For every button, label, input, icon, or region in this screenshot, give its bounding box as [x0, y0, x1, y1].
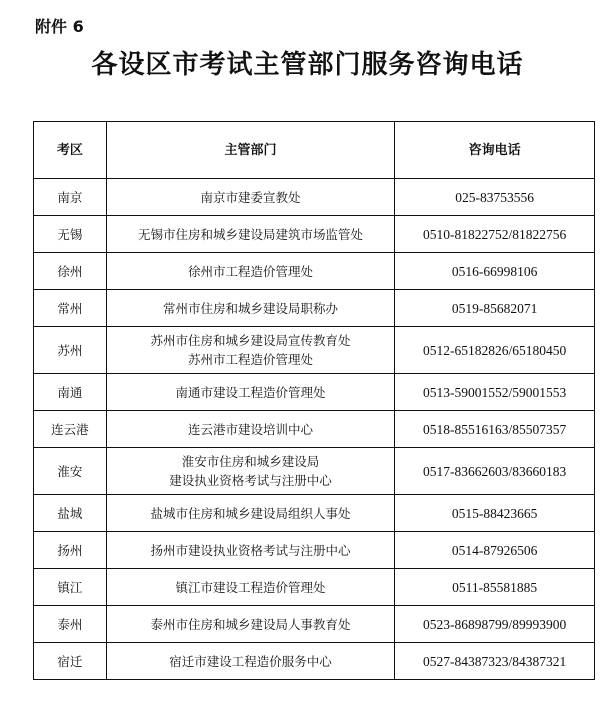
area-cell: 苏州: [34, 327, 107, 374]
department-cell: [106, 643, 394, 680]
department-line: 盐城市住房和城乡建设局组织人事处: [150, 505, 351, 521]
contact-table: [33, 121, 595, 680]
phone-cell: 0519-85682071: [395, 290, 595, 327]
table-row: [34, 643, 595, 680]
department-cell: [106, 606, 394, 643]
department-line: 连云港市建设培训中心: [188, 421, 314, 437]
area-cell: 盐城: [34, 495, 107, 532]
table-row: [34, 179, 595, 216]
table-row: [34, 290, 595, 327]
phone-cell: 0527-84387323/84387321: [395, 643, 595, 680]
department-line: 苏州市工程造价管理处: [188, 352, 314, 367]
department-line: 宿迁市建设工程造价服务中心: [169, 653, 332, 669]
header-area: 考区: [34, 122, 107, 179]
phone-cell: 0517-83662603/83660183: [395, 448, 595, 495]
department-cell: [106, 532, 394, 569]
department-cell: [106, 495, 394, 532]
area-cell: 南京: [34, 179, 107, 216]
department-cell: [106, 411, 394, 448]
phone-cell: 0512-65182826/65180450: [395, 327, 595, 374]
table-row: [34, 374, 595, 411]
area-cell: 无锡: [34, 216, 107, 253]
attachment-label: 附件 6: [35, 17, 84, 36]
department-cell: [106, 179, 394, 216]
header-phone: 咨询电话: [395, 122, 595, 179]
phone-cell: 0513-59001552/59001553: [395, 374, 595, 411]
header-department: 主管部门: [106, 122, 394, 179]
area-cell: 徐州: [34, 253, 107, 290]
area-cell: 常州: [34, 290, 107, 327]
area-cell: 泰州: [34, 606, 107, 643]
table-header-row: [34, 122, 595, 179]
area-cell: 扬州: [34, 532, 107, 569]
phone-cell: 0511-85581885: [395, 569, 595, 606]
phone-cell: 0514-87926506: [395, 532, 595, 569]
department-line: 无锡市住房和城乡建设局建筑市场监管处: [138, 226, 364, 242]
area-cell: 宿迁: [34, 643, 107, 680]
department-cell: [106, 253, 394, 290]
table-row: [34, 606, 595, 643]
department-line: 淮安市住房和城乡建设局: [181, 454, 320, 469]
department-line: 镇江市建设工程造价管理处: [175, 579, 326, 595]
department-line: 扬州市建设执业资格考试与注册中心: [150, 542, 351, 558]
phone-cell: 0516-66998106: [395, 253, 595, 290]
table-row: [34, 253, 595, 290]
department-line: 徐州市工程造价管理处: [188, 263, 314, 279]
department-cell: [106, 290, 394, 327]
department-line: 泰州市住房和城乡建设局人事教育处: [150, 616, 351, 632]
table-row: [34, 448, 595, 495]
table-row: [34, 569, 595, 606]
phone-cell: 0523-86898799/89993900: [395, 606, 595, 643]
page-title: 各设区市考试主管部门服务咨询电话: [91, 50, 524, 80]
table-row: [34, 327, 595, 374]
department-line: 南通市建设工程造价管理处: [175, 384, 326, 400]
phone-cell: 0515-88423665: [395, 495, 595, 532]
table-row: [34, 411, 595, 448]
department-cell: [106, 569, 394, 606]
phone-cell: 025-83753556: [395, 179, 595, 216]
department-cell: [106, 216, 394, 253]
department-line: 建设执业资格考试与注册中心: [169, 473, 332, 488]
table-row: [34, 532, 595, 569]
table-row: [34, 216, 595, 253]
department-line: 常州市住房和城乡建设局职称办: [163, 300, 339, 316]
department-line: 南京市建委宣教处: [200, 189, 301, 205]
phone-cell: 0510-81822752/81822756: [395, 216, 595, 253]
table-row: [34, 495, 595, 532]
department-cell: [106, 374, 394, 411]
phone-cell: 0518-85516163/85507357: [395, 411, 595, 448]
area-cell: 镇江: [34, 569, 107, 606]
area-cell: 连云港: [34, 411, 107, 448]
department-cell: [106, 327, 394, 374]
area-cell: 淮安: [34, 448, 107, 495]
department-cell: [106, 448, 394, 495]
department-line: 苏州市住房和城乡建设局宣传教育处: [150, 333, 351, 348]
area-cell: 南通: [34, 374, 107, 411]
